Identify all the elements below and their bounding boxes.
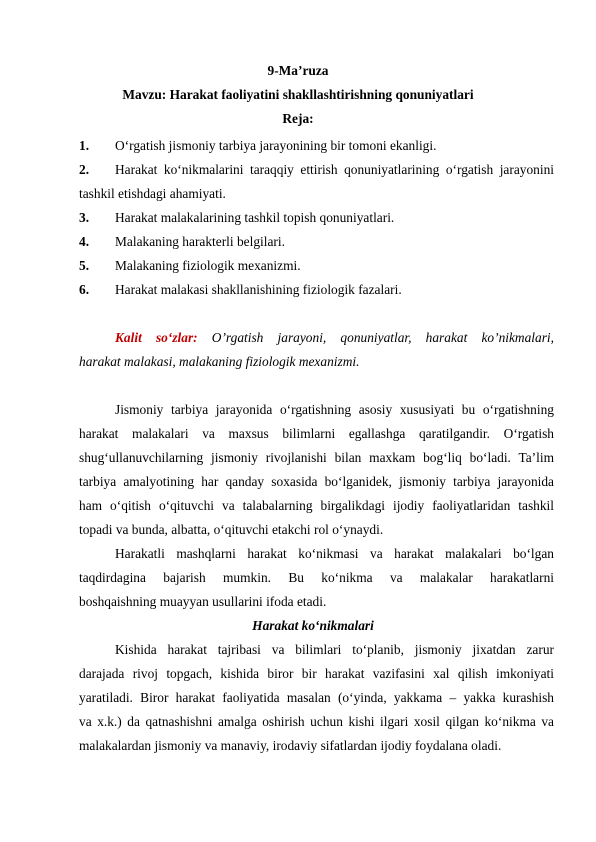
plan-item-text: Harakat ko‘nikmalarini taraqqiy ettirish qonuniyatlarining o‘rgatish jarayonini [115,162,554,177]
paragraph-line: malakalardan jismoniy va manaviy, irodaviy sifatlardan ijodiy foydalana oladi. [79,738,502,753]
paragraph-line: ham o‘qitish o‘qituvchi va talabalarning birgalikdagi ijodiy faoliyatlaridan tashkil [79,498,554,513]
plan-item-text: O‘rgatish jismoniy tarbiya jarayonining bir tomoni ekanligi. [115,138,437,153]
lecture-number: 9-Ma’ruza [267,63,329,78]
plan-item-number: 1. [79,138,90,153]
plan-item-number: 2. [79,162,90,177]
paragraph-line: va x.k.) da qatnashishni amalga oshirish uchun kishi ilgari xosil qilgan ko‘nikma va [79,714,554,729]
paragraph-line: darajada rivoj topgach, kishida biror bir harakat vazifasini xal qilish imkoniyati [79,666,554,681]
paragraph-line: taqdirdagina bajarish mumkin. Bu ko‘nikma va malakalar harakatlarni [79,570,554,585]
plan-item-continuation: tashkil etishdagi ahamiyati. [79,186,226,201]
paragraph-line: yaratiladi. Biror harakat faoliyatida masalan (o‘yinda, yakkama – yakka kurashish [79,690,554,705]
paragraph-line: Jismoniy tarbiya jarayonida o‘rgatishning asosiy xususiyati bu o‘rgatishning [115,402,554,417]
paragraph-line: shug‘ullanuvchilarning jismoniy rivojlanishi bilan maxkam bog‘liq bo‘ladi. Ta’lim [79,450,554,465]
paragraph-line: Kishida harakat tajribasi va bilimlari to‘planib, jismoniy jixatdan zarur [115,642,554,657]
plan-item-number: 3. [79,210,90,225]
keywords-line [115,329,554,346]
keywords-line: harakat malakasi, malakaning fiziologik mexanizmi. [79,354,360,369]
plan-item-number: 5. [79,258,90,273]
plan-item-text: Harakat malakalarining tashkil topish qonuniyatlari. [115,210,395,225]
plan-heading: Reja: [282,111,314,126]
paragraph-line: boshqaishning muayyan usullarini ifoda etadi. [79,594,327,609]
plan-item-text: Malakaning harakterli belgilari. [115,234,285,249]
paragraph-line: topadi va bunda, albatta, o‘qituvchi etakchi rol o‘ynaydi. [79,522,384,537]
paragraph-line: tarbiya amalyotining har qanday soxasida bo‘lganidek, jismoniy tarbiya jarayonida [79,474,554,489]
plan-item-text: Malakaning fiziologik mexanizmi. [115,258,301,273]
plan-item-text: Harakat malakasi shakllanishining fiziologik fazalari. [115,282,402,297]
lecture-topic: Mavzu: Harakat faoliyatini shakllashtirishning qonuniyatlari [122,87,474,102]
keywords-label: Kalit so‘zlar: [115,330,198,345]
section-heading: Harakat ko‘nikmalari [252,618,374,633]
plan-item-number: 6. [79,282,90,297]
paragraph-line: Harakatli mashqlarni harakat ko‘nikmasi va harakat malakalari bo‘lgan [115,546,554,561]
plan-item-number: 4. [79,234,90,249]
paragraph-line: harakat malakalari va maxsus bilimlarni egallashga qaratilgandir. O‘rgatish [79,426,554,441]
keywords-text: O’rgatish jarayoni, qonuniyatlar, harakat ko’nikmalari, [211,330,554,345]
